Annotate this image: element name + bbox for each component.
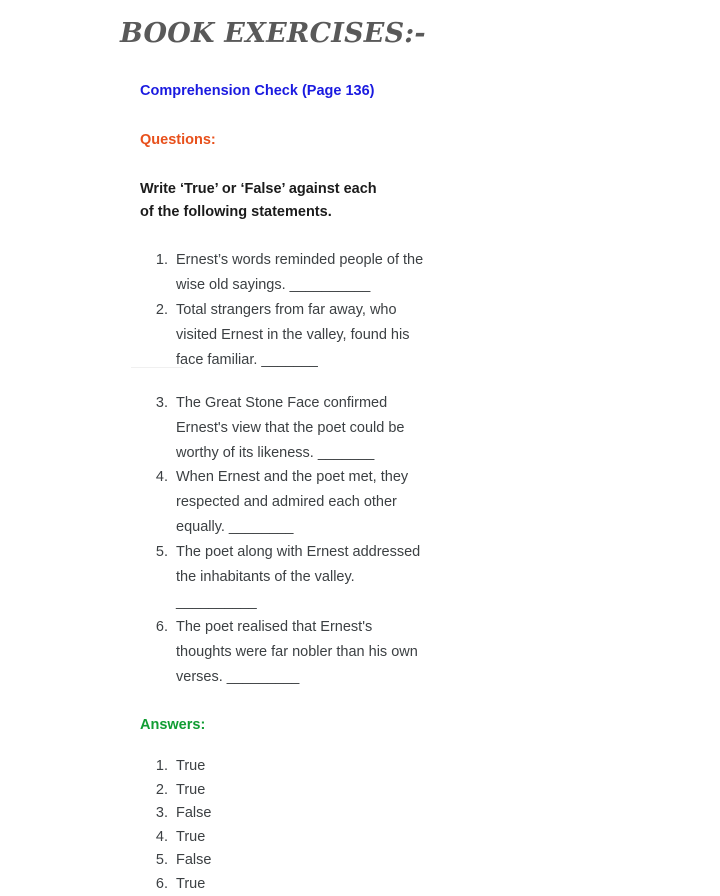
answers-list — [140, 755, 570, 896]
page-title: BOOK EXERCISES:- — [120, 18, 426, 49]
list-item: 5. The poet along with Ernest addressed the inhabitants of the valley. __________ — [172, 540, 424, 615]
spacer — [140, 690, 570, 716]
list-item: 3. False — [172, 802, 570, 825]
list-item: 1. Ernest’s words reminded people of the wise old sayings. __________ — [172, 248, 424, 298]
list-item: 2. Total strangers from far away, who visited Ernest in the valley, found his face familiar. _______ — [172, 298, 424, 373]
spacer — [140, 150, 570, 178]
spacer — [140, 102, 570, 131]
heading-questions: Questions: — [140, 131, 216, 148]
spacer — [140, 373, 570, 391]
list-item: 6. True — [172, 873, 570, 896]
list-item: 1. True — [172, 755, 570, 778]
heading-answers: Answers: — [140, 716, 206, 733]
spacer — [140, 224, 570, 248]
instruction-text: Write ‘True’ or ‘False’ against each of the following statements. — [140, 181, 377, 221]
list-item: 2. True — [172, 779, 570, 802]
list-item: 4. True — [172, 826, 570, 849]
list-item: 4. When Ernest and the poet met, they respected and admired each other equally. ________ — [172, 465, 424, 540]
questions-list-part-two — [140, 391, 570, 690]
list-item: 5. False — [172, 849, 570, 872]
heading-comprehension-check: Comprehension Check (Page 136) — [140, 83, 375, 99]
list-item: 3. The Great Stone Face confirmed Ernest's view that the poet could be worthy of its likeness. _______ — [172, 391, 424, 466]
list-item: 6. The poet realised that Ernest's thoughts were far nobler than his own verses. _________ — [172, 615, 424, 690]
spacer — [140, 735, 570, 755]
questions-list-part-one — [140, 248, 570, 373]
document-body — [140, 82, 570, 896]
